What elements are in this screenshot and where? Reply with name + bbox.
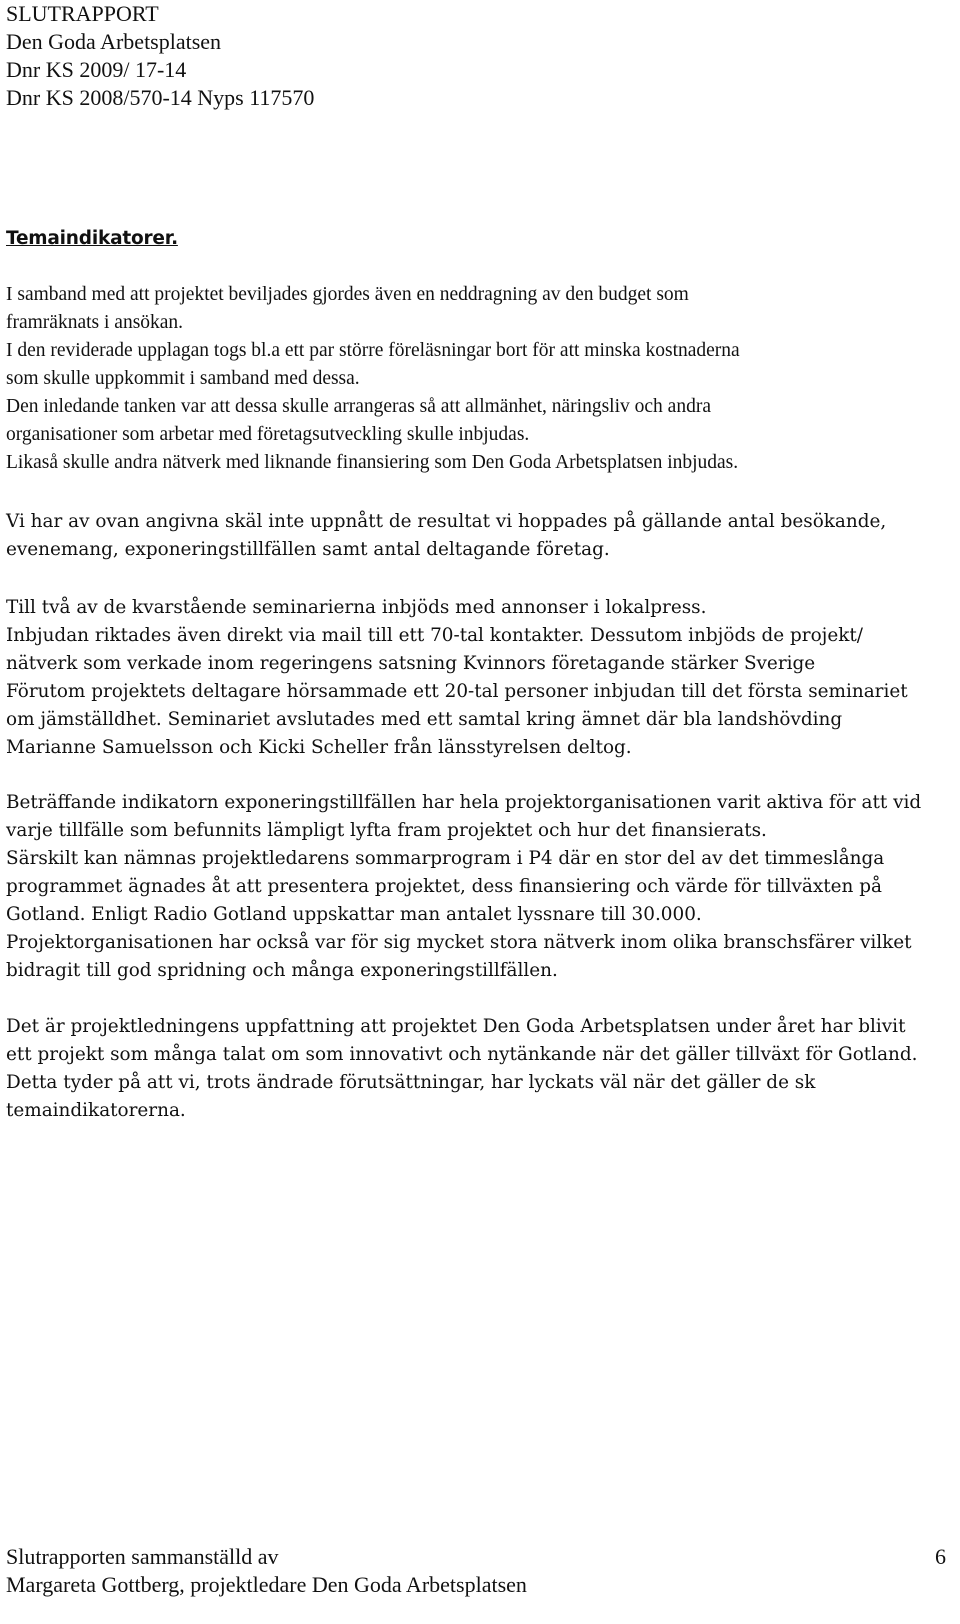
paragraph-line: nätverk som verkade inom regeringens satsning Kvinnors företagande stärker Sverige — [6, 653, 816, 674]
paragraph-line: temaindikatorerna. — [6, 1100, 186, 1121]
paragraph-line: Förutom projektets deltagare hörsammade ett 20-tal personer inbjudan till det första seminariet — [6, 681, 908, 702]
paragraph-line: som skulle uppkommit i samband med dessa. — [6, 368, 360, 389]
paragraph-line: I samband med att projektet beviljades gjordes även en neddragning av den budget som — [6, 284, 689, 305]
paragraph-line: I den reviderade upplagan togs bl.a ett par större föreläsningar bort för att minska kostnaderna — [6, 340, 740, 361]
document-header — [6, 0, 314, 112]
paragraph-2 — [6, 508, 956, 564]
paragraph-line: varje tillfälle som befunnits lämpligt lyfta fram projektet och hur det finansierats. — [6, 820, 767, 841]
paragraph-line: bidragit till god spridning och många exponeringstillfällen. — [6, 960, 558, 981]
paragraph-line: Detta tyder på att vi, trots ändrade förutsättningar, har lyckats väl när det gäller de sk — [6, 1072, 816, 1093]
paragraph-line: Det är projektledningens uppfattning att projektet Den Goda Arbetsplatsen under året har blivit — [6, 1016, 906, 1037]
paragraph-line: Projektorganisationen har också var för sig mycket stora nätverk inom olika branschsfärer vilket — [6, 932, 912, 953]
paragraph-line: organisationer som arbetar med företagsutveckling skulle inbjudas. — [6, 424, 530, 445]
paragraph-1 — [6, 281, 956, 477]
document-footer — [6, 1543, 956, 1599]
reference-number-1: Dnr KS 2009/ 17-14 — [6, 57, 187, 82]
footer-author: Margareta Gottberg, projektledare Den Goda Arbetsplatsen — [6, 1572, 527, 1597]
paragraph-line: Beträffande indikatorn exponeringstillfällen har hela projektorganisationen varit aktiva för att vid — [6, 792, 922, 813]
paragraph-line: Vi har av ovan angivna skäl inte uppnått de resultat vi hoppades på gällande antal besökande, — [6, 511, 887, 532]
paragraph-line: Den inledande tanken var att dessa skulle arrangeras så att allmänhet, näringsliv och andra — [6, 396, 711, 417]
paragraph-line: Gotland. Enligt Radio Gotland uppskattar man antalet lyssnare till 30.000. — [6, 904, 702, 925]
paragraph-line: Inbjudan riktades även direkt via mail till ett 70-tal kontakter. Dessutom inbjöds de projekt/ — [6, 625, 863, 646]
paragraph-3 — [6, 594, 956, 762]
paragraph-4 — [6, 789, 956, 985]
paragraph-line: Likaså skulle andra nätverk med liknande finansiering som Den Goda Arbetsplatsen inbjudas. — [6, 452, 739, 473]
paragraph-line: Till två av de kvarstående seminarierna inbjöds med annonser i lokalpress. — [6, 597, 707, 618]
footer-compiled-by: Slutrapporten sammanställd av — [6, 1544, 279, 1569]
report-title: SLUTRAPPORT — [6, 1, 159, 26]
paragraph-line: framräknats i ansökan. — [6, 312, 184, 333]
project-name: Den Goda Arbetsplatsen — [6, 29, 222, 54]
reference-number-2: Dnr KS 2008/570-14 Nyps 117570 — [6, 85, 315, 110]
page-number: 6 — [935, 1544, 946, 1569]
paragraph-line: programmet ägnades åt att presentera projektet, dess finansiering och värde för tillväxten på — [6, 876, 882, 897]
paragraph-5 — [6, 1013, 956, 1125]
section-heading: Temaindikatorer. — [6, 228, 178, 249]
paragraph-line: Särskilt kan nämnas projektledarens sommarprogram i P4 där en stor del av det timmeslånga — [6, 848, 885, 869]
paragraph-line: om jämställdhet. Seminariet avslutades med ett samtal kring ämnet där bla landshövding — [6, 709, 843, 730]
paragraph-line: evenemang, exponeringstillfällen samt antal deltagande företag. — [6, 539, 610, 560]
paragraph-line: ett projekt som många talat om som innovativt och nytänkande när det gäller tillväxt för Gotland. — [6, 1044, 918, 1065]
paragraph-line: Marianne Samuelsson och Kicki Scheller från länsstyrelsen deltog. — [6, 737, 632, 758]
